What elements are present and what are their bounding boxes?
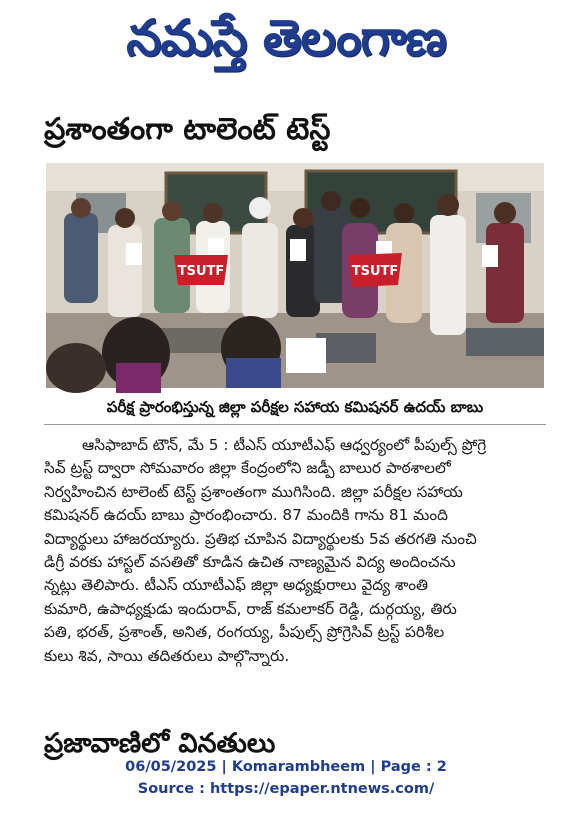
footer-date-line: 06/05/2025 | Komarambheem | Page : 2 (125, 759, 447, 775)
body-line: డిగ్రీ వరకు హాస్టల్ వసతితో కూడిన ఉచిత నాణ్యమైన విద్య అందించను (44, 553, 456, 572)
svg-text:TSUTF: TSUTF (351, 264, 399, 279)
body-line: నిర్వహించిన టాలెంట్ టెస్ట్ ప్రశాంతంగా ముగిసింది. జిల్లా పరీక్షల సహాయ (44, 482, 463, 501)
body-line: విద్యార్థులు హాజరయ్యారు. ప్రతిభ చూపిన విద్యార్థులకు 5వ తరగతి నుంచి (44, 529, 477, 548)
group-photo-illustration (46, 163, 544, 388)
article-photo (46, 163, 544, 388)
article-headline: ప్రశాంతంగా టాలెంట్ టెస్ట్ (44, 112, 331, 147)
body-line: న్నట్లు తెలిపారు. టీఎస్ యూటీఎఫ్ జిల్లా అధ్యక్షురాలు వైద్య శాంతి (44, 576, 428, 595)
next-article-headline: ప్రజావాణిలో వినతులు (44, 728, 276, 759)
article-body (44, 434, 546, 668)
tsutf-banner-left (174, 255, 228, 285)
footer-source-line: Source : https://epaper.ntnews.com/ (137, 781, 435, 797)
body-line: కమిషనర్ ఉదయ్ బాబు ప్రారంభించారు. 87 మందికి గాను 81 మంది (44, 506, 448, 525)
body-line: పతి, భరత్, ప్రశాంత్, అనిత, రంగయ్య, పీపుల్స్ ప్రోగ్రెసివ్ ట్రస్ట్ పరిశీల (44, 623, 445, 642)
tsutf-banner-right (348, 253, 402, 287)
newspaper-masthead (0, 4, 572, 74)
body-line: కుమారి, ఉపాధ్యక్షుడు ఇందురావ్, రాజ్ కమలాకర్ రెడ్డి, దుర్గయ్య, తిరు (44, 599, 457, 618)
photo-caption: పరీక్ష ప్రారంభిస్తున్న జిల్లా పరీక్షల సహాయ కమిషనర్ ఉదయ్ బాబు (44, 390, 546, 425)
body-line: ఆసిఫాబాద్ టౌన్, మే 5 : టీఎస్ యూటీఎఫ్ ఆధ్వర్యంలో పీపుల్స్ ప్రోగ్రె (82, 436, 487, 454)
next-article-headline-cropped (44, 720, 544, 759)
body-line: సివ్ ట్రస్ట్ ద్వారా సోమవారం జిల్లా కేంద్రంలోని జడ్పీ బాలుర పాఠశాలలో (44, 459, 451, 478)
body-line: కులు శివ, సాయి తదితరులు పాల్గొన్నారు. (44, 646, 290, 665)
svg-text:TSUTF: TSUTF (177, 264, 225, 279)
masthead-title: నమస్తే తెలంగాణ (126, 9, 446, 67)
